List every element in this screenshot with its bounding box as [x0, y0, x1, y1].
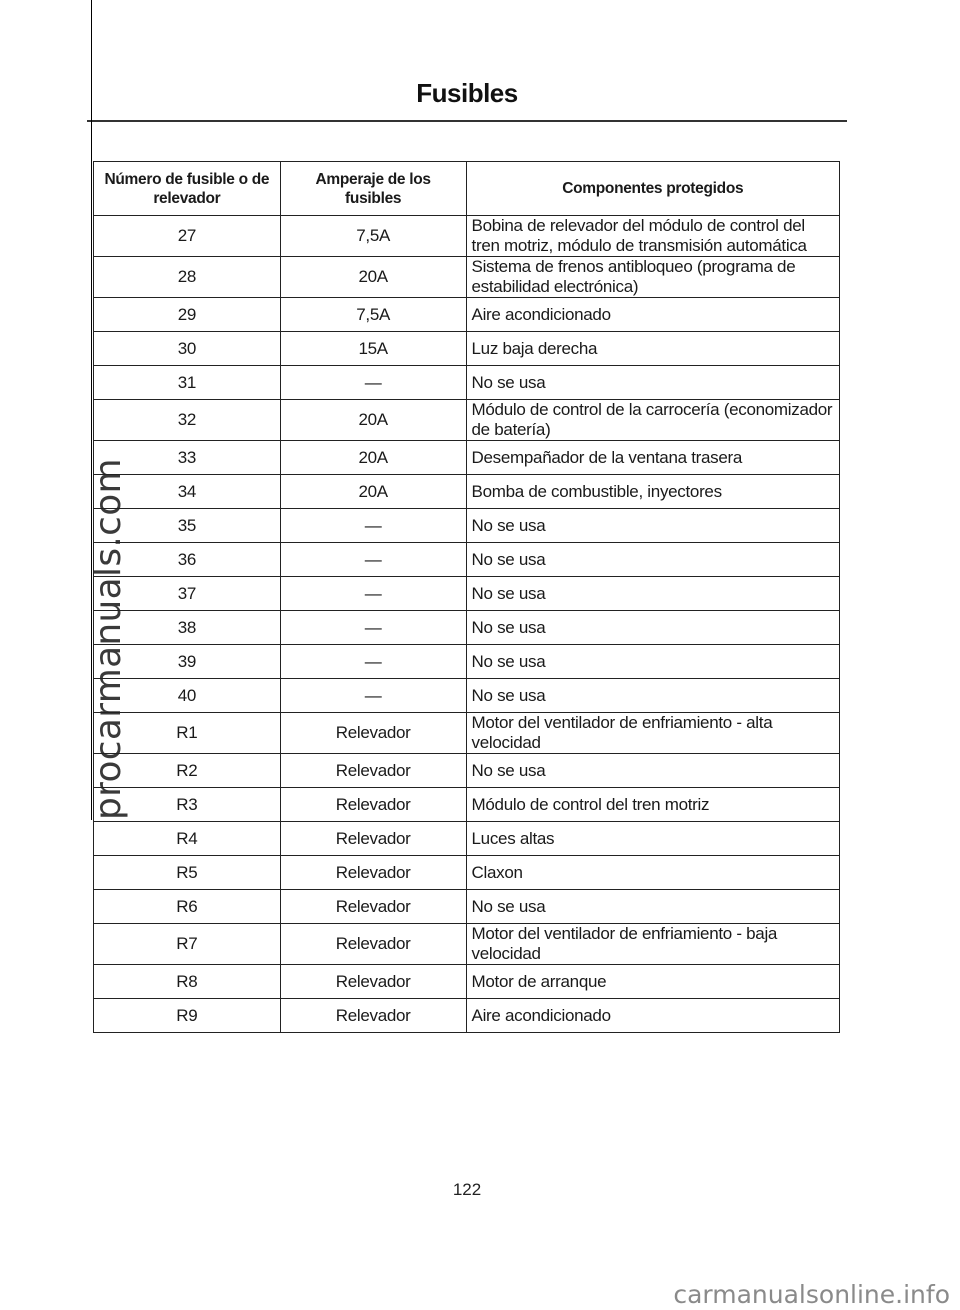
amperage-cell: —: [280, 577, 466, 611]
table-row: [94, 965, 840, 999]
component-cell: No se usa: [466, 366, 839, 400]
table-row: [94, 924, 840, 965]
header-amperage: Amperaje de los fusibles: [280, 162, 466, 216]
component-cell: No se usa: [466, 543, 839, 577]
amperage-cell: —: [280, 645, 466, 679]
fuse-number-cell: R1: [94, 713, 281, 754]
fuse-number-cell: R4: [94, 822, 281, 856]
fuse-number-cell: 38: [94, 611, 281, 645]
component-cell: Claxon: [466, 856, 839, 890]
table-row: [94, 216, 840, 257]
amperage-cell: Relevador: [280, 856, 466, 890]
table-row: [94, 475, 840, 509]
fuse-number-cell: 35: [94, 509, 281, 543]
table-row: [94, 713, 840, 754]
fuse-number-cell: R3: [94, 788, 281, 822]
amperage-cell: Relevador: [280, 713, 466, 754]
component-cell: Aire acondicionado: [466, 298, 839, 332]
component-cell: Motor del ventilador de enfriamiento - alta velocidad: [466, 713, 839, 754]
title-divider: [87, 120, 847, 122]
table-header-row: [94, 162, 840, 216]
page-number: 122: [452, 1180, 482, 1199]
component-cell: Bomba de combustible, inyectores: [466, 475, 839, 509]
table-body: [94, 216, 840, 1033]
component-cell: No se usa: [466, 890, 839, 924]
component-cell: Luces altas: [466, 822, 839, 856]
table-row: [94, 543, 840, 577]
fuse-number-cell: R2: [94, 754, 281, 788]
amperage-cell: 20A: [280, 441, 466, 475]
component-cell: Aire acondicionado: [466, 999, 839, 1033]
fuse-number-cell: 29: [94, 298, 281, 332]
component-cell: Motor del ventilador de enfriamiento - baja velocidad: [466, 924, 839, 965]
fuse-number-cell: 36: [94, 543, 281, 577]
amperage-cell: Relevador: [280, 822, 466, 856]
amperage-cell: —: [280, 611, 466, 645]
component-cell: No se usa: [466, 611, 839, 645]
component-cell: Bobina de relevador del módulo de control del tren motriz, módulo de transmisión automática: [466, 216, 839, 257]
table-row: [94, 679, 840, 713]
fuse-number-cell: R7: [94, 924, 281, 965]
amperage-cell: Relevador: [280, 924, 466, 965]
fuse-number-cell: R5: [94, 856, 281, 890]
table-row: [94, 890, 840, 924]
header-components: Componentes protegidos: [466, 162, 839, 216]
component-cell: No se usa: [466, 577, 839, 611]
table-row: [94, 400, 840, 441]
component-cell: No se usa: [466, 754, 839, 788]
amperage-cell: 20A: [280, 475, 466, 509]
table-row: [94, 366, 840, 400]
fuse-number-cell: 37: [94, 577, 281, 611]
table-row: [94, 999, 840, 1033]
table-row: [94, 822, 840, 856]
fuse-number-cell: 30: [94, 332, 281, 366]
amperage-cell: Relevador: [280, 890, 466, 924]
page-title: Fusibles: [416, 78, 518, 108]
amperage-cell: Relevador: [280, 999, 466, 1033]
fuse-number-cell: 27: [94, 216, 281, 257]
amperage-cell: 7,5A: [280, 298, 466, 332]
amperage-cell: —: [280, 679, 466, 713]
fuse-number-cell: 32: [94, 400, 281, 441]
amperage-cell: 15A: [280, 332, 466, 366]
fuse-number-cell: 34: [94, 475, 281, 509]
component-cell: Desempañador de la ventana trasera: [466, 441, 839, 475]
component-cell: No se usa: [466, 509, 839, 543]
component-cell: No se usa: [466, 679, 839, 713]
fuse-number-cell: R9: [94, 999, 281, 1033]
fuse-number-cell: 33: [94, 441, 281, 475]
amperage-cell: —: [280, 543, 466, 577]
table-row: [94, 332, 840, 366]
fuse-number-cell: 40: [94, 679, 281, 713]
amperage-cell: 7,5A: [280, 216, 466, 257]
amperage-cell: —: [280, 366, 466, 400]
amperage-cell: Relevador: [280, 754, 466, 788]
amperage-cell: —: [280, 509, 466, 543]
fuse-number-cell: R6: [94, 890, 281, 924]
side-watermark: procarmanuals.com: [88, 458, 129, 820]
fuse-table: [93, 161, 840, 1033]
table-row: [94, 645, 840, 679]
fuse-number-cell: 31: [94, 366, 281, 400]
fuse-number-cell: R8: [94, 965, 281, 999]
table-row: [94, 298, 840, 332]
amperage-cell: Relevador: [280, 965, 466, 999]
amperage-cell: Relevador: [280, 788, 466, 822]
fuse-number-cell: 28: [94, 257, 281, 298]
amperage-cell: 20A: [280, 257, 466, 298]
table-row: [94, 856, 840, 890]
component-cell: Motor de arranque: [466, 965, 839, 999]
table-row: [94, 577, 840, 611]
component-cell: Módulo de control del tren motriz: [466, 788, 839, 822]
fuse-number-cell: 39: [94, 645, 281, 679]
header-fuse-number: Número de fusible o de relevador: [94, 162, 281, 216]
component-cell: Sistema de frenos antibloqueo (programa de estabilidad electrónica): [466, 257, 839, 298]
table-row: [94, 788, 840, 822]
table-row: [94, 441, 840, 475]
amperage-cell: 20A: [280, 400, 466, 441]
table-row: [94, 754, 840, 788]
component-cell: Módulo de control de la carrocería (economizador de batería): [466, 400, 839, 441]
table-row: [94, 509, 840, 543]
table-row: [94, 257, 840, 298]
footer-watermark: carmanualsonline.info: [673, 1280, 950, 1309]
component-cell: No se usa: [466, 645, 839, 679]
component-cell: Luz baja derecha: [466, 332, 839, 366]
table-row: [94, 611, 840, 645]
